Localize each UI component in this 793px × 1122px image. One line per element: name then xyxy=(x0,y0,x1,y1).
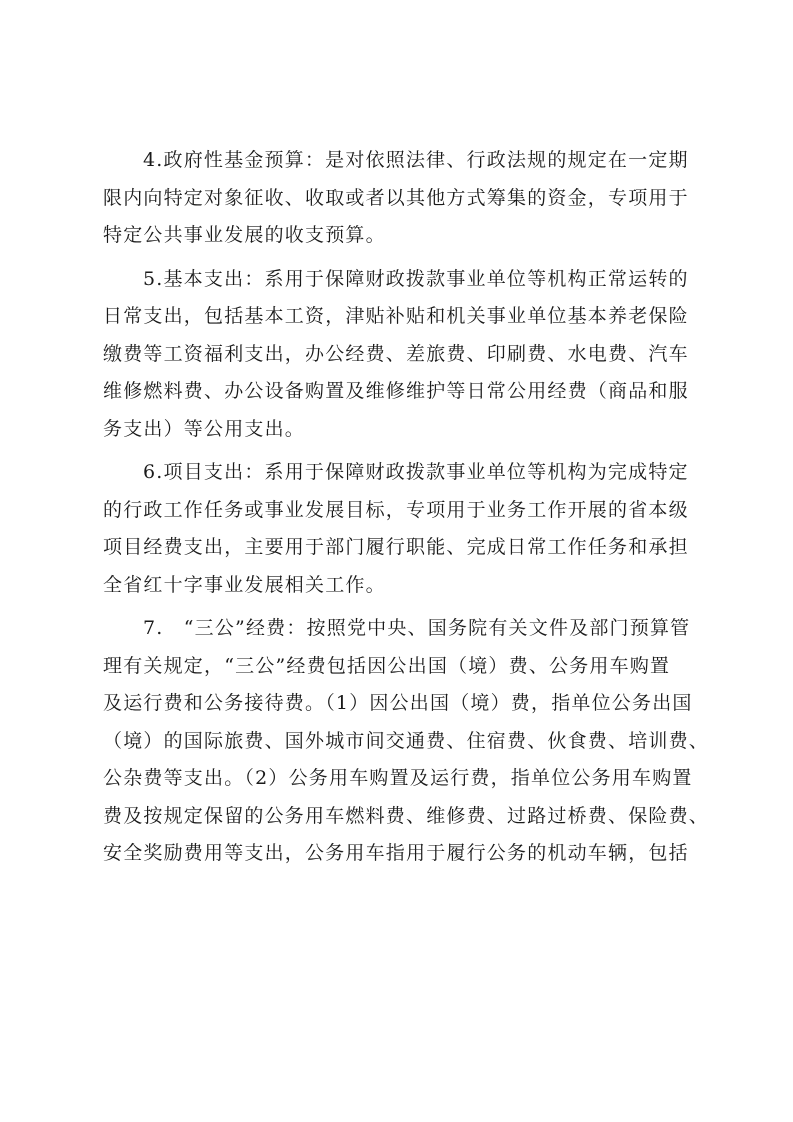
paragraph-line: （境）的国际旅费、国外城市间交通费、住宿费、伙食费、培训费、 xyxy=(103,729,710,752)
paragraph-line: 5.基本支出：系用于保障财政拨款事业单位等机构正常运转的 xyxy=(143,267,689,290)
paragraph-line: 安全奖励费用等支出，公务用车指用于履行公务的机动车辆，包括 xyxy=(103,842,689,864)
document-body xyxy=(103,142,709,873)
paragraph-basic-expenditure xyxy=(103,261,709,449)
paragraph-line: 日常支出，包括基本工资，津贴补贴和机关事业单位基本养老保险 xyxy=(103,305,689,327)
paragraph-line: 公杂费等支出。（2）公务用车购置及运行费，指单位公务用车购置 xyxy=(103,767,693,789)
paragraph-line: 项目经费支出，主要用于部门履行职能、完成日常工作任务和承担 xyxy=(103,536,689,558)
paragraph-line: 4.政府性基金预算：是对依照法律、行政法规的规定在一定期 xyxy=(143,149,689,171)
paragraph-project-expenditure xyxy=(103,454,709,604)
paragraph-line: 全省红十字事业发展相关工作。 xyxy=(103,573,386,596)
paragraph-three-public-expenses xyxy=(103,610,709,873)
paragraph-line: 7. “三公”经费：按照党中央、国务院有关文件及部门预算管 xyxy=(143,617,691,639)
paragraph-line: 限内向特定对象征收、收取或者以其他方式筹集的资金，专项用于 xyxy=(103,186,689,209)
paragraph-line: 费及按规定保留的公务用车燃料费、维修费、过路过桥费、保险费、 xyxy=(103,804,710,827)
paragraph-line: 缴费等工资福利支出，办公经费、差旅费、印刷费、水电费、汽车 xyxy=(103,342,689,365)
paragraph-line: 维修燃料费、办公设备购置及维修维护等日常公用经费（商品和服 xyxy=(103,380,689,402)
paragraph-line: 务支出）等公用支出。 xyxy=(103,417,306,440)
paragraph-line: 的行政工作任务或事业发展目标，专项用于业务工作开展的省本级 xyxy=(103,498,689,521)
paragraph-line: 特定公共事业发展的收支预算。 xyxy=(103,224,386,246)
paragraph-government-fund-budget xyxy=(103,142,709,255)
paragraph-line: 及运行费和公务接待费。（1）因公出国（境）费，指单位公务出国 xyxy=(103,692,693,714)
paragraph-line: 理有关规定，“三公”经费包括因公出国（境）费、公务用车购置 xyxy=(103,654,671,677)
paragraph-line: 6.项目支出：系用于保障财政拨款事业单位等机构为完成特定 xyxy=(143,461,689,483)
